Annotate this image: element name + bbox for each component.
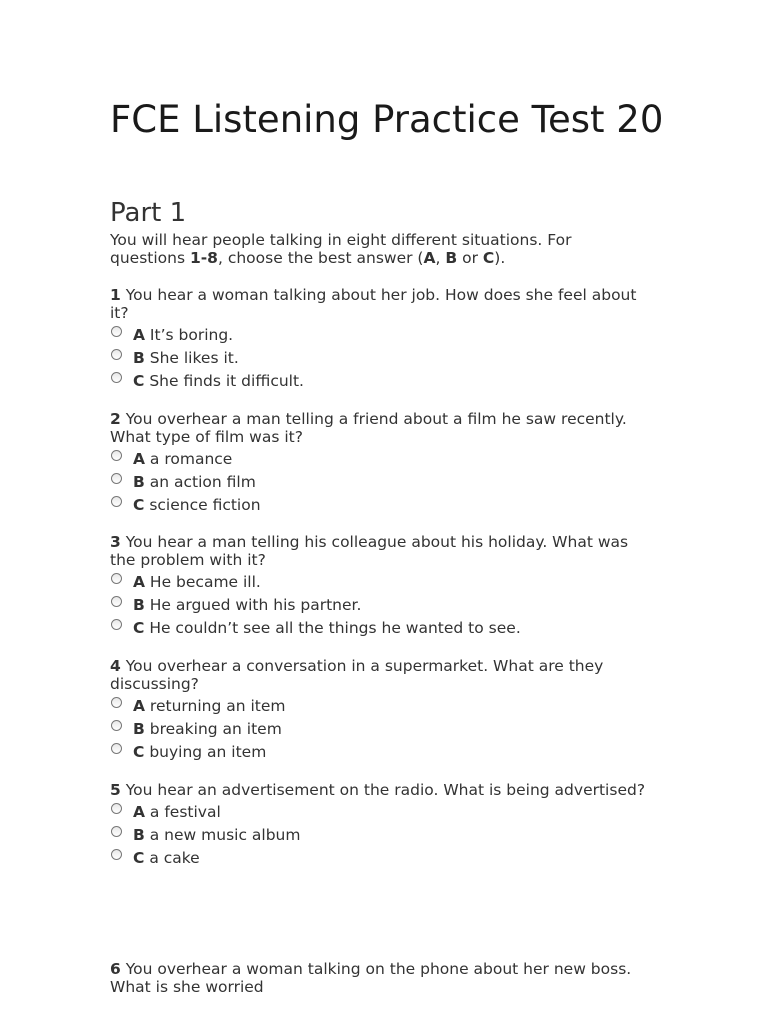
intro-letter-b: B — [445, 249, 458, 267]
question-prompt: You overhear a conversation in a supermarket. What are they discussing? — [110, 657, 604, 693]
option-b[interactable] — [110, 824, 658, 847]
question-text — [110, 533, 658, 569]
option-letter: B — [133, 596, 145, 614]
option-a[interactable] — [110, 448, 658, 471]
radio-button[interactable] — [111, 803, 122, 814]
option-text: She likes it. — [144, 349, 239, 367]
question-number: 3 — [110, 533, 121, 551]
option-c[interactable] — [110, 617, 658, 640]
question-text — [110, 410, 658, 446]
question-5 — [110, 781, 658, 870]
question-text — [110, 781, 658, 799]
question-number: 5 — [110, 781, 121, 799]
intro-letter-a: A — [423, 249, 436, 267]
option-b[interactable] — [110, 347, 658, 370]
option-letter: C — [133, 496, 145, 514]
option-c[interactable] — [110, 494, 658, 517]
option-letter: C — [133, 743, 145, 761]
option-text: returning an item — [145, 697, 286, 715]
option-b[interactable] — [110, 471, 658, 494]
option-c[interactable] — [110, 370, 658, 393]
option-text: She finds it difficult. — [144, 372, 304, 390]
option-b[interactable] — [110, 718, 658, 741]
radio-button[interactable] — [111, 473, 122, 484]
intro-range: 1-8 — [189, 249, 218, 267]
option-letter: B — [133, 826, 145, 844]
option-letter: A — [133, 803, 145, 821]
question-text — [110, 960, 658, 996]
radio-button[interactable] — [111, 619, 122, 630]
question-prompt: You overhear a woman talking on the phone about her new boss. What is she worried — [110, 960, 632, 996]
option-text: a cake — [144, 849, 200, 867]
page-title: FCE Listening Practice Test 20 — [110, 98, 664, 141]
option-text: He became ill. — [145, 573, 261, 591]
option-text: He couldn’t see all the things he wanted to see. — [144, 619, 521, 637]
option-letter: A — [133, 326, 145, 344]
question-prompt: You hear an advertisement on the radio. What is being advertised? — [120, 781, 646, 799]
option-letter: B — [133, 349, 145, 367]
intro-text: You will hear people talking in eight different situations. For questions — [110, 231, 572, 267]
question-4 — [110, 657, 658, 764]
option-a[interactable] — [110, 571, 658, 594]
option-text: a new music album — [144, 826, 301, 844]
question-6 — [110, 960, 658, 998]
intro-text: , — [435, 249, 446, 267]
question-prompt: You overhear a man telling a friend about a film he saw recently. What type of film was it? — [110, 410, 627, 446]
radio-button[interactable] — [111, 496, 122, 507]
radio-button[interactable] — [111, 697, 122, 708]
radio-button[interactable] — [111, 349, 122, 360]
option-letter: C — [133, 619, 145, 637]
option-a[interactable] — [110, 801, 658, 824]
option-b[interactable] — [110, 594, 658, 617]
option-text: a festival — [145, 803, 221, 821]
radio-button[interactable] — [111, 743, 122, 754]
option-text: buying an item — [144, 743, 267, 761]
radio-button[interactable] — [111, 720, 122, 731]
question-number: 2 — [110, 410, 121, 428]
intro-text: or — [457, 249, 483, 267]
question-number: 6 — [110, 960, 121, 978]
option-letter: C — [133, 372, 145, 390]
option-a[interactable] — [110, 695, 658, 718]
intro-text: , choose the best answer ( — [217, 249, 424, 267]
option-a[interactable] — [110, 324, 658, 347]
option-text: an action film — [144, 473, 256, 491]
option-c[interactable] — [110, 741, 658, 764]
question-prompt: You hear a woman talking about her job. How does she feel about it? — [110, 286, 637, 322]
option-text: He argued with his partner. — [144, 596, 362, 614]
radio-button[interactable] — [111, 826, 122, 837]
option-text: science fiction — [144, 496, 261, 514]
option-text: breaking an item — [144, 720, 282, 738]
option-letter: B — [133, 473, 145, 491]
option-c[interactable] — [110, 847, 658, 870]
question-number: 1 — [110, 286, 121, 304]
radio-button[interactable] — [111, 372, 122, 383]
option-text: It’s boring. — [145, 326, 234, 344]
option-letter: A — [133, 697, 145, 715]
radio-button[interactable] — [111, 326, 122, 337]
option-letter: A — [133, 450, 145, 468]
part-heading: Part 1 — [110, 198, 187, 228]
option-letter: C — [133, 849, 145, 867]
question-prompt: You hear a man telling his colleague about his holiday. What was the problem with it? — [110, 533, 629, 569]
radio-button[interactable] — [111, 596, 122, 607]
question-3 — [110, 533, 658, 640]
radio-button[interactable] — [111, 849, 122, 860]
intro-letter-c: C — [482, 249, 495, 267]
radio-button[interactable] — [111, 450, 122, 461]
question-1 — [110, 286, 658, 393]
option-text: a romance — [145, 450, 233, 468]
question-text — [110, 657, 658, 693]
radio-button[interactable] — [111, 573, 122, 584]
question-number: 4 — [110, 657, 121, 675]
instructions — [110, 231, 650, 267]
intro-text: ). — [494, 249, 506, 267]
option-letter: B — [133, 720, 145, 738]
option-letter: A — [133, 573, 145, 591]
question-2 — [110, 410, 658, 517]
question-text — [110, 286, 658, 322]
